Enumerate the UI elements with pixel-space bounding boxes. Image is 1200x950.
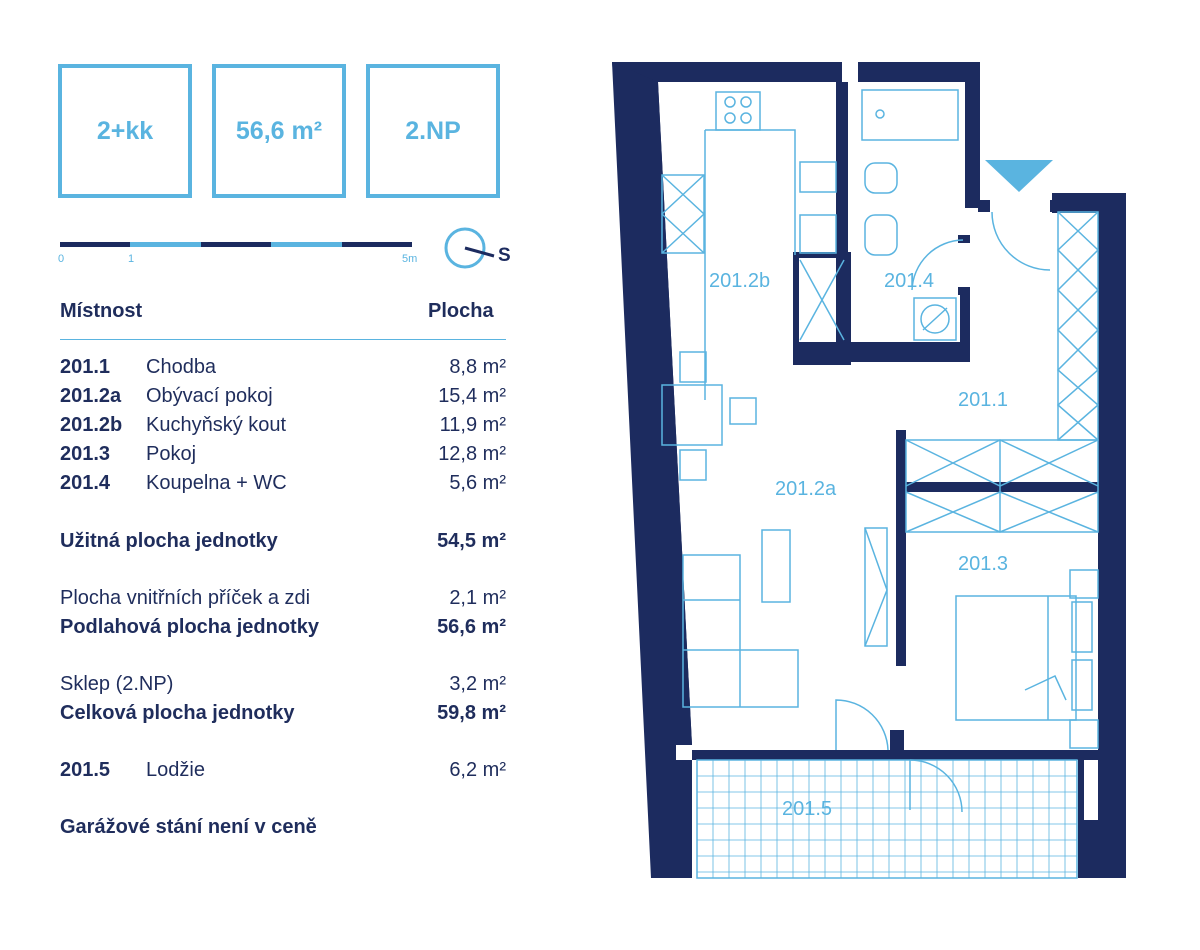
floor-area-value: 56,6 m² (437, 616, 506, 638)
loggia-floor (697, 760, 1077, 878)
layout-box (58, 64, 192, 198)
room-area: 12,8 m² (438, 443, 506, 465)
room-row (60, 443, 506, 469)
kitchen-cabinet (662, 175, 704, 253)
appliance (800, 215, 836, 253)
pillow (1072, 660, 1092, 710)
entry-door (992, 212, 1050, 270)
washbasin-icon (865, 215, 897, 255)
bedroom-wall-vertical (896, 430, 906, 666)
room-code: 201.2b (60, 414, 123, 436)
cooktop-icon (716, 92, 760, 130)
header-area: Plocha (428, 300, 494, 322)
outer-wall-top-right (1052, 193, 1126, 213)
room-row (60, 385, 506, 411)
partitions-label: Plocha vnitřních příček a zdi (60, 587, 311, 609)
bed (956, 596, 1076, 720)
room-code: 201.2a (60, 385, 122, 407)
floor-area-row (60, 616, 506, 642)
sink-icon (800, 162, 836, 192)
kitchen-counter (705, 130, 795, 400)
room-code: 201.3 (60, 443, 111, 465)
coffee-table (762, 530, 790, 602)
loggia-area: 6,2 m² (449, 759, 506, 781)
room-label-201-2b: 201.2b (709, 270, 771, 292)
room-code: 201.1 (60, 356, 111, 378)
room-label-201-2a: 201.2a (775, 478, 837, 500)
header-room: Místnost (60, 300, 143, 322)
compass-label: S (498, 245, 511, 266)
tv-cabinet (865, 528, 887, 646)
partitions-value: 2,1 m² (449, 587, 506, 609)
room-label-201-5: 201.5 (782, 798, 833, 820)
hall-wardrobe (1058, 212, 1098, 440)
loggia-door-2 (910, 760, 962, 812)
cellar-row (60, 673, 506, 699)
cellar-label: Sklep (2.NP) (60, 673, 174, 695)
scale-bar (60, 242, 412, 247)
floor-value: 2.NP (405, 116, 461, 145)
compass-icon (440, 222, 520, 274)
total-area-row (60, 702, 506, 728)
loggia-name: Lodžie (146, 759, 205, 781)
garage-note-row (60, 816, 506, 842)
room-row (60, 356, 506, 382)
usable-area-row (60, 530, 506, 556)
layout-value: 2+kk (96, 116, 154, 145)
sofa (683, 555, 798, 707)
entrance-marker (985, 160, 1053, 192)
bedroom-wall-horizontal (896, 482, 1098, 492)
outer-wall-bottom (1082, 820, 1126, 878)
loggia-code: 201.5 (60, 759, 111, 781)
bath-wall-right (960, 290, 970, 362)
scale-tick-5m: 5m (402, 253, 418, 265)
nightstand (1070, 720, 1098, 748)
room-name: Kuchyňský kout (146, 414, 287, 436)
area-box (212, 64, 346, 198)
toilet-icon (865, 163, 897, 193)
outer-wall-right (1098, 193, 1126, 878)
chair (680, 450, 706, 480)
loggia-row (60, 759, 506, 785)
room-label-201-1: 201.1 (958, 389, 1009, 411)
scale-tick-1: 1 (128, 253, 135, 265)
floor-plan (600, 55, 1160, 885)
loggia-door (836, 700, 888, 750)
floor-area-label: Podlahová plocha jednotky (60, 616, 319, 638)
room-area: 5,6 m² (449, 472, 506, 494)
bath-jamb (958, 235, 970, 243)
room-row (60, 414, 506, 440)
room-label-201-4: 201.4 (884, 270, 935, 292)
nightstand (1070, 570, 1098, 598)
room-area: 11,9 m² (439, 414, 506, 436)
chair (680, 352, 706, 382)
total-area-label: Celková plocha jednotky (60, 702, 295, 724)
room-area: 15,4 m² (438, 385, 506, 407)
room-label-201-3: 201.3 (958, 553, 1009, 575)
room-code: 201.4 (60, 472, 111, 494)
room-area: 8,8 m² (449, 356, 506, 378)
total-area-value: 59,8 m² (437, 702, 506, 724)
chair (730, 398, 756, 424)
partitions-row (60, 587, 506, 613)
room-name: Koupelna + WC (146, 472, 287, 494)
room-name: Pokoj (146, 443, 197, 465)
usable-area-value: 54,5 m² (437, 530, 506, 552)
area-value: 56,6 m² (235, 116, 323, 145)
entry-jamb (978, 200, 990, 212)
pillow (1072, 602, 1092, 652)
entry-jamb (1050, 200, 1062, 212)
scale-tick-0: 0 (58, 253, 65, 265)
garage-note: Garážové stání není v ceně (60, 816, 317, 838)
room-name: Obývací pokoj (146, 385, 273, 407)
room-name: Chodba (146, 356, 217, 378)
room-row (60, 472, 506, 498)
bath-jamb (958, 287, 970, 295)
cellar-value: 3,2 m² (449, 673, 506, 695)
usable-area-label: Užitná plocha jednotky (60, 530, 278, 552)
floor-box (366, 64, 500, 198)
loggia-wall (692, 750, 1098, 760)
loggia-edge (1078, 760, 1084, 878)
header-divider (60, 339, 506, 340)
